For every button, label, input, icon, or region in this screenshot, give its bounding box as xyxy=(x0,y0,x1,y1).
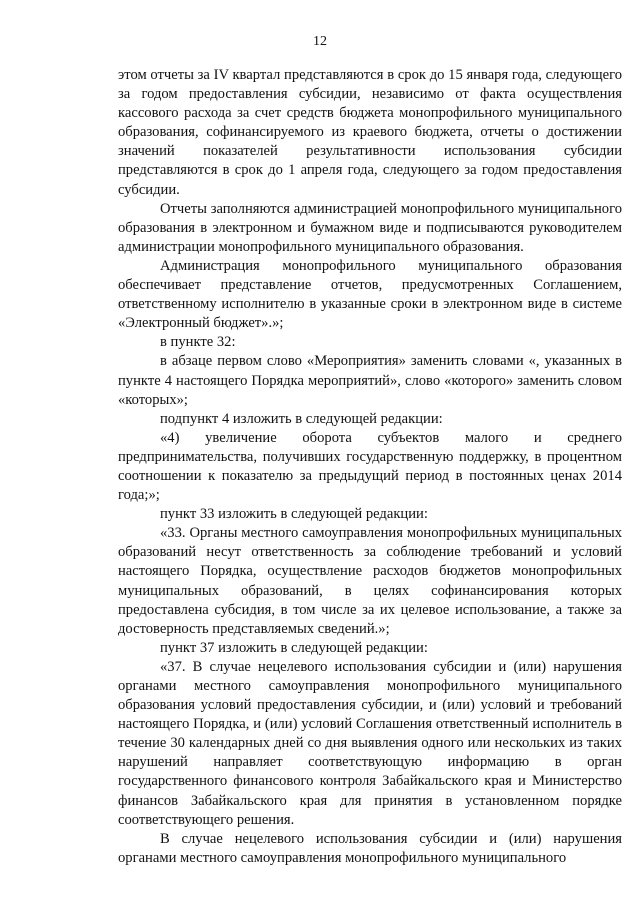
page-number: 12 xyxy=(313,34,327,49)
paragraph-12: В случае нецелевого использования субсидии и (или) нарушения органами местного самоуправления монопрофильного муниципального xyxy=(118,830,622,866)
paragraph-11: «37. В случае нецелевого использования субсидии и (или) нарушения органами местного самоуправления монопрофильного муниципального образования условий предоставления субсидии, и (или) условий и требований настоящего Порядка, и (или) условий Соглашения ответственный исполнитель в течение 30 календарных дней со дня выявления одного или нескольких из таких нарушений направляет соответствующую информацию в орган государственного финансового контроля Забайкальского края и Министерство финансов Забайкальского края для принятия в установленном порядке соответствующего решения. xyxy=(118,658,622,828)
paragraph-6: подпункт 4 изложить в следующей редакции: xyxy=(160,410,443,427)
paragraph-9: «33. Органы местного самоуправления монопрофильных муниципальных образований несут ответственность за соблюдение требований и условий настоящего Порядка, осуществление расходов бюджетов монопрофильных муниципальных образований, в целях софинансирования которых предоставлена субсидия, в том числе за их целевое использование, а также за достоверность представляемых сведений.»; xyxy=(118,525,622,637)
paragraph-1: этом отчеты за IV квартал представляются в срок до 15 января года, следующего за годом предоставления субсидии, независимо от факта осуществления кассового расхода за счет средств бюджета монопрофильного муниципального образования, софинансируемого из краевого бюджета, отчеты о достижении значений показателей результативности использования субсидии представляются в срок до 1 апреля года, следующего за годом предоставления субсидии. xyxy=(118,67,622,198)
paragraph-10: пункт 37 изложить в следующей редакции: xyxy=(160,639,428,656)
document-body xyxy=(118,66,622,868)
paragraph-4: в пункте 32: xyxy=(160,334,236,351)
paragraph-8: пункт 33 изложить в следующей редакции: xyxy=(160,506,428,523)
paragraph-3: Администрация монопрофильного муниципального образования обеспечивает представление отчетов, предусмотренных Соглашением, ответственному исполнителю в указанные сроки в электронном виде в системе «Электронный бюджет».»; xyxy=(118,257,622,332)
paragraph-2: Отчеты заполняются администрацией монопрофильного муниципального образования в электронном и бумажном виде и подписываются руководителем администрации монопрофильного муниципального образования. xyxy=(118,200,622,255)
paragraph-5: в абзаце первом слово «Мероприятия» заменить словами «, указанных в пункте 4 настоящего Порядка мероприятий», слово «которого» заменить словом «которых»; xyxy=(118,353,622,408)
paragraph-7: «4) увеличение оборота субъектов малого и среднего предпринимательства, получивших государственную поддержку, в процентном соотношении к показателю за предыдущий период в постоянных ценах 2014 года;»; xyxy=(118,429,622,504)
